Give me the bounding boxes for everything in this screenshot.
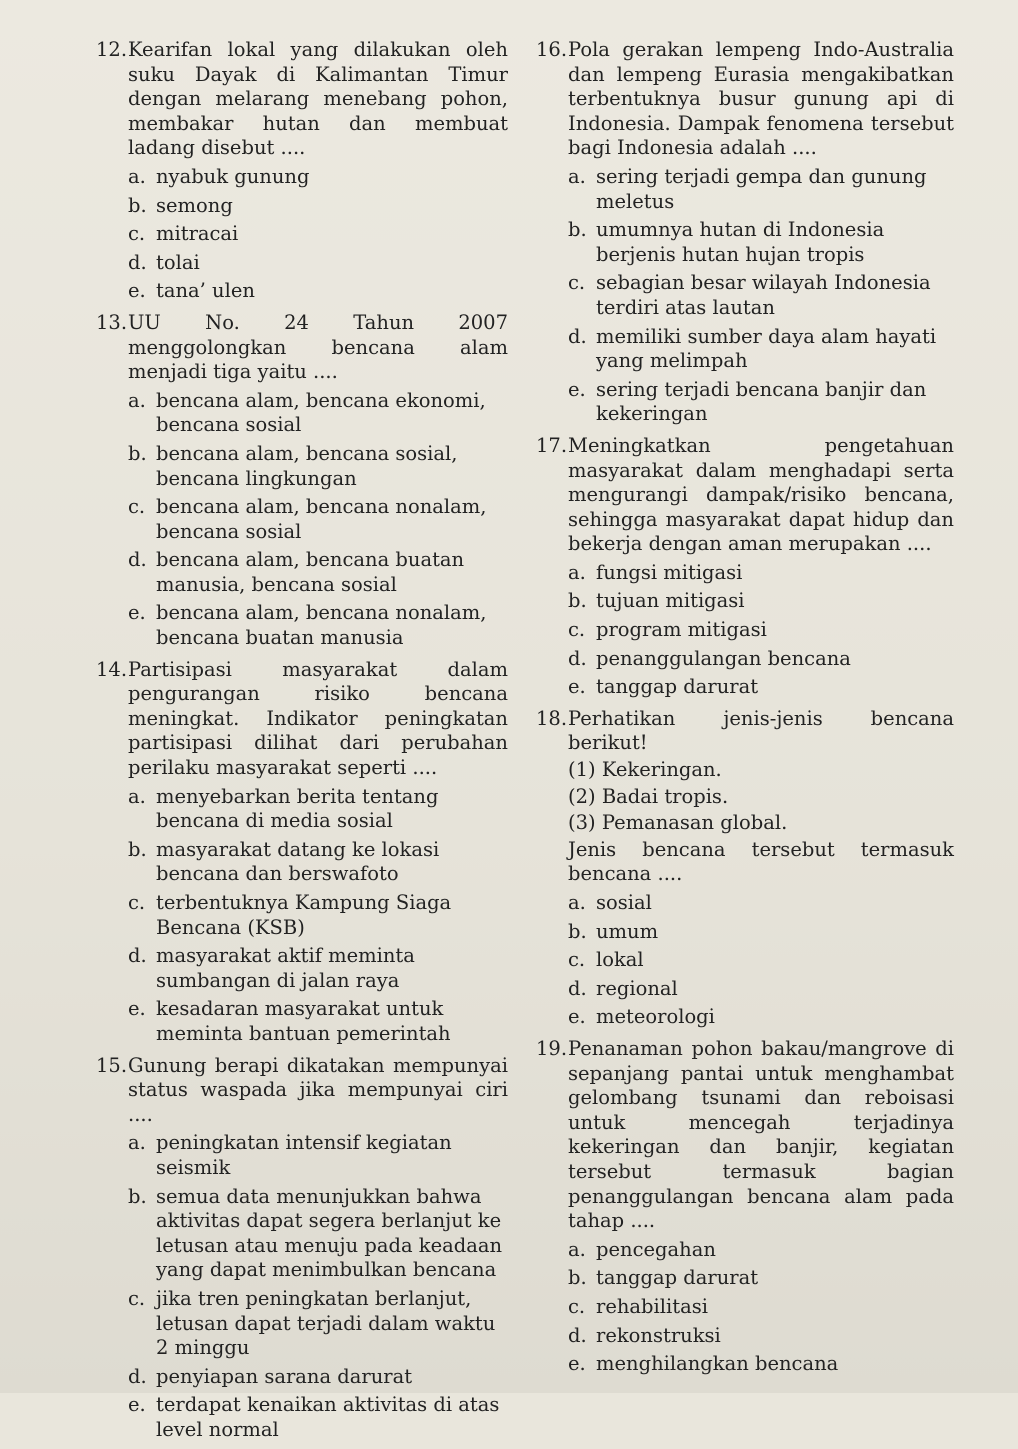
answer-options — [568, 165, 954, 427]
question-stem: Penanaman pohon bakau/mangrove di sepanjang pantai untuk menghambat gelombang tsunami dan reboisasi untuk mencegah terjadinya kekeringan dan banjir, kegiatan tersebut termasuk bagian penanggulangan bencana alam pada tahap .... — [568, 1036, 954, 1233]
option-letter: c. — [568, 271, 586, 295]
option-letter: c. — [128, 1286, 146, 1310]
question-stem: Perhatikan jenis-jenis bencana berikut! — [568, 706, 954, 755]
answer-option — [128, 389, 508, 438]
option-letter: e. — [128, 997, 146, 1021]
question-stem: Gunung berapi dikatakan mempunyai status waspada jika mempunyai ciri .... — [128, 1053, 508, 1126]
question-item — [536, 38, 954, 427]
answer-option — [568, 1238, 954, 1263]
option-letter: b. — [568, 919, 587, 943]
answer-options — [128, 389, 508, 651]
answer-options — [568, 1238, 954, 1377]
question-number: 16. — [536, 38, 568, 61]
option-text: semua data menunjukkan bahwa aktivitas dapat segera berlanjut ke letusan atau menuju pada keadaan yang dapat menimbulkan bencana — [156, 1184, 503, 1282]
option-text: bencana alam, bencana ekonomi, bencana sosial — [156, 388, 486, 437]
question-item — [536, 434, 954, 700]
option-letter: a. — [568, 1237, 586, 1261]
option-letter: d. — [128, 944, 147, 968]
question-number: 14. — [96, 657, 128, 681]
answer-option — [568, 1005, 954, 1030]
answer-options — [128, 1131, 508, 1442]
option-text: bencana alam, bencana nonalam, bencana buatan manusia — [156, 601, 487, 650]
answer-option — [568, 647, 954, 672]
option-text: tujuan mitigasi — [596, 589, 745, 613]
answer-option — [128, 222, 508, 247]
option-letter: e. — [128, 279, 146, 303]
option-text: sering terjadi bencana banjir dan kekeringan — [596, 377, 927, 426]
answer-option — [128, 1131, 508, 1180]
option-letter: e. — [128, 1393, 146, 1417]
answer-option — [128, 548, 508, 597]
option-letter: a. — [128, 164, 146, 188]
option-text: nyabuk gunung — [156, 164, 310, 188]
answer-options — [568, 561, 954, 700]
option-text: umumnya hutan di Indonesia berjenis hutan hujan tropis — [596, 218, 885, 266]
option-text: program mitigasi — [596, 618, 767, 642]
option-text: fungsi mitigasi — [596, 560, 743, 584]
answer-option — [568, 271, 954, 320]
question-item — [96, 311, 508, 651]
answer-option — [128, 944, 508, 993]
answer-option — [128, 601, 508, 650]
option-text: terdapat kenaikan aktivitas di atas level normal — [156, 1393, 500, 1441]
question-number: 13. — [96, 310, 128, 334]
option-text: pencegahan — [596, 1237, 716, 1261]
option-letter: a. — [568, 164, 586, 188]
answer-options — [128, 165, 508, 304]
option-letter: c. — [568, 1294, 586, 1318]
answer-option — [128, 279, 508, 304]
left-column — [96, 38, 508, 1449]
option-text: tana’ ulen — [156, 279, 255, 303]
answer-option — [128, 838, 508, 887]
answer-option — [128, 1287, 508, 1361]
answer-option — [128, 165, 508, 190]
option-text: tanggap darurat — [596, 675, 759, 699]
option-letter: b. — [568, 1266, 587, 1290]
question-subitem: (3) Pemanasan global. — [568, 811, 788, 835]
option-text: kesadaran masyarakat untuk meminta bantuan pemerintah — [156, 997, 451, 1045]
answer-options — [128, 785, 508, 1047]
answer-options — [568, 891, 954, 1030]
option-letter: b. — [568, 218, 587, 242]
answer-option — [128, 251, 508, 276]
answer-option — [568, 165, 954, 214]
option-letter: a. — [128, 784, 146, 808]
answer-option — [128, 1185, 508, 1283]
answer-option — [128, 1365, 508, 1390]
question-stem: UU No. 24 Tahun 2007 menggolongkan bencana alam menjadi tiga yaitu .... — [128, 310, 508, 384]
option-letter: b. — [128, 441, 147, 465]
answer-option — [568, 1266, 954, 1291]
option-text: sebagian besar wilayah Indonesia terdiri atas lautan — [596, 271, 931, 319]
option-letter: c. — [568, 948, 586, 972]
answer-option — [128, 1393, 508, 1442]
option-letter: b. — [128, 837, 147, 861]
option-letter: e. — [568, 1005, 586, 1029]
option-letter: e. — [568, 1352, 586, 1376]
option-letter: e. — [128, 601, 146, 625]
right-column — [536, 38, 954, 1384]
option-text: tolai — [156, 250, 200, 274]
option-text: semong — [156, 193, 233, 217]
option-text: sosial — [596, 891, 652, 914]
question-stem: Partisipasi masyarakat dalam pengurangan risiko bencana meningkat. Indikator peningkatan partisipasi dilihat dari perubahan perilaku masyarakat seperti .... — [128, 657, 508, 780]
option-letter: d. — [128, 250, 147, 274]
option-letter: a. — [128, 388, 146, 412]
answer-option — [128, 194, 508, 219]
question-stem-continued: Jenis bencana tersebut termasuk bencana .... — [568, 837, 954, 886]
answer-option — [568, 589, 954, 614]
option-letter: a. — [568, 891, 586, 914]
answer-option — [568, 1295, 954, 1320]
option-letter: c. — [568, 618, 586, 642]
question-subitem: (1) Kekeringan. — [568, 758, 722, 782]
answer-option — [568, 378, 954, 427]
option-text: penanggulangan bencana — [596, 646, 851, 670]
option-letter: a. — [568, 560, 586, 584]
option-text: lokal — [596, 948, 644, 972]
answer-option — [568, 891, 954, 916]
answer-option — [568, 675, 954, 700]
option-letter: b. — [568, 589, 587, 613]
option-text: menghilangkan bencana — [596, 1352, 839, 1376]
answer-option — [128, 495, 508, 544]
answer-option — [128, 891, 508, 940]
question-number: 19. — [536, 1036, 568, 1060]
answer-option — [568, 920, 954, 945]
option-text: rehabilitasi — [596, 1294, 708, 1318]
answer-option — [568, 1324, 954, 1349]
option-text: sering terjadi gempa dan gunung meletus — [596, 164, 927, 213]
option-letter: d. — [128, 548, 147, 572]
option-letter: d. — [568, 976, 587, 1000]
option-letter: d. — [568, 1323, 587, 1347]
question-subitem: (2) Badai tropis. — [568, 784, 729, 808]
question-item — [536, 1037, 954, 1377]
option-letter: d. — [128, 1364, 147, 1388]
option-text: terbentuknya Kampung Siaga Bencana (KSB) — [156, 891, 452, 939]
option-text: bencana alam, bencana sosial, bencana lingkungan — [156, 441, 458, 490]
question-item — [96, 1054, 508, 1443]
option-letter: c. — [128, 222, 146, 246]
option-text: bencana alam, bencana nonalam, bencana sosial — [156, 495, 487, 543]
option-letter: c. — [128, 891, 146, 914]
option-letter: b. — [128, 193, 147, 217]
question-number: 15. — [96, 1053, 128, 1077]
answer-option — [568, 618, 954, 643]
answer-option — [128, 997, 508, 1046]
answer-option — [128, 785, 508, 834]
option-text: bencana alam, bencana buatan manusia, bencana sosial — [156, 548, 465, 596]
question-item — [96, 658, 508, 1047]
option-text: peningkatan intensif kegiatan seismik — [156, 1131, 452, 1179]
option-letter: a. — [128, 1131, 146, 1155]
answer-option — [568, 218, 954, 267]
option-text: penyiapan sarana darurat — [156, 1364, 413, 1388]
question-item — [96, 38, 508, 304]
question-stem: Kearifan lokal yang dilakukan oleh suku Dayak di Kalimantan Timur dengan melarang menebang pohon, membakar hutan dan membuat ladang disebut .... — [128, 38, 508, 160]
option-text: mitracai — [156, 222, 239, 246]
option-letter: c. — [128, 495, 146, 519]
answer-option — [568, 325, 954, 374]
option-text: memiliki sumber daya alam hayati yang melimpah — [596, 324, 937, 373]
answer-option — [568, 948, 954, 973]
question-number: 18. — [536, 706, 568, 730]
option-text: meteorologi — [596, 1005, 715, 1029]
option-text: menyebarkan berita tentang bencana di media sosial — [156, 784, 439, 833]
option-text: rekonstruksi — [596, 1323, 721, 1347]
question-item — [536, 707, 954, 1030]
option-text: umum — [596, 919, 659, 943]
answer-option — [568, 1352, 954, 1377]
option-text: tanggap darurat — [596, 1266, 759, 1290]
question-stem: Pola gerakan lempeng Indo-Australia dan lempeng Eurasia mengakibatkan terbentuknya busur gunung api di Indonesia. Dampak fenomena tersebut bagi Indonesia adalah .... — [568, 38, 954, 160]
option-letter: d. — [568, 324, 587, 348]
option-letter: b. — [128, 1184, 147, 1208]
option-letter: e. — [568, 675, 586, 699]
question-number: 12. — [96, 38, 128, 61]
answer-option — [568, 561, 954, 586]
answer-option — [568, 977, 954, 1002]
answer-option — [128, 442, 508, 491]
question-stem: Meningkatkan pengetahuan masyarakat dalam menghadapi serta mengurangi dampak/risiko bencana, sehingga masyarakat dapat hidup dan bekerja dengan aman merupakan .... — [568, 433, 954, 556]
question-number: 17. — [536, 433, 568, 457]
option-letter: d. — [568, 646, 587, 670]
option-letter: e. — [568, 377, 586, 401]
option-text: regional — [596, 976, 678, 1000]
option-text: masyarakat aktif meminta sumbangan di jalan raya — [156, 944, 415, 992]
option-text: masyarakat datang ke lokasi bencana dan berswafoto — [156, 837, 440, 886]
option-text: jika tren peningkatan berlanjut, letusan dapat terjadi dalam waktu 2 minggu — [156, 1286, 496, 1360]
